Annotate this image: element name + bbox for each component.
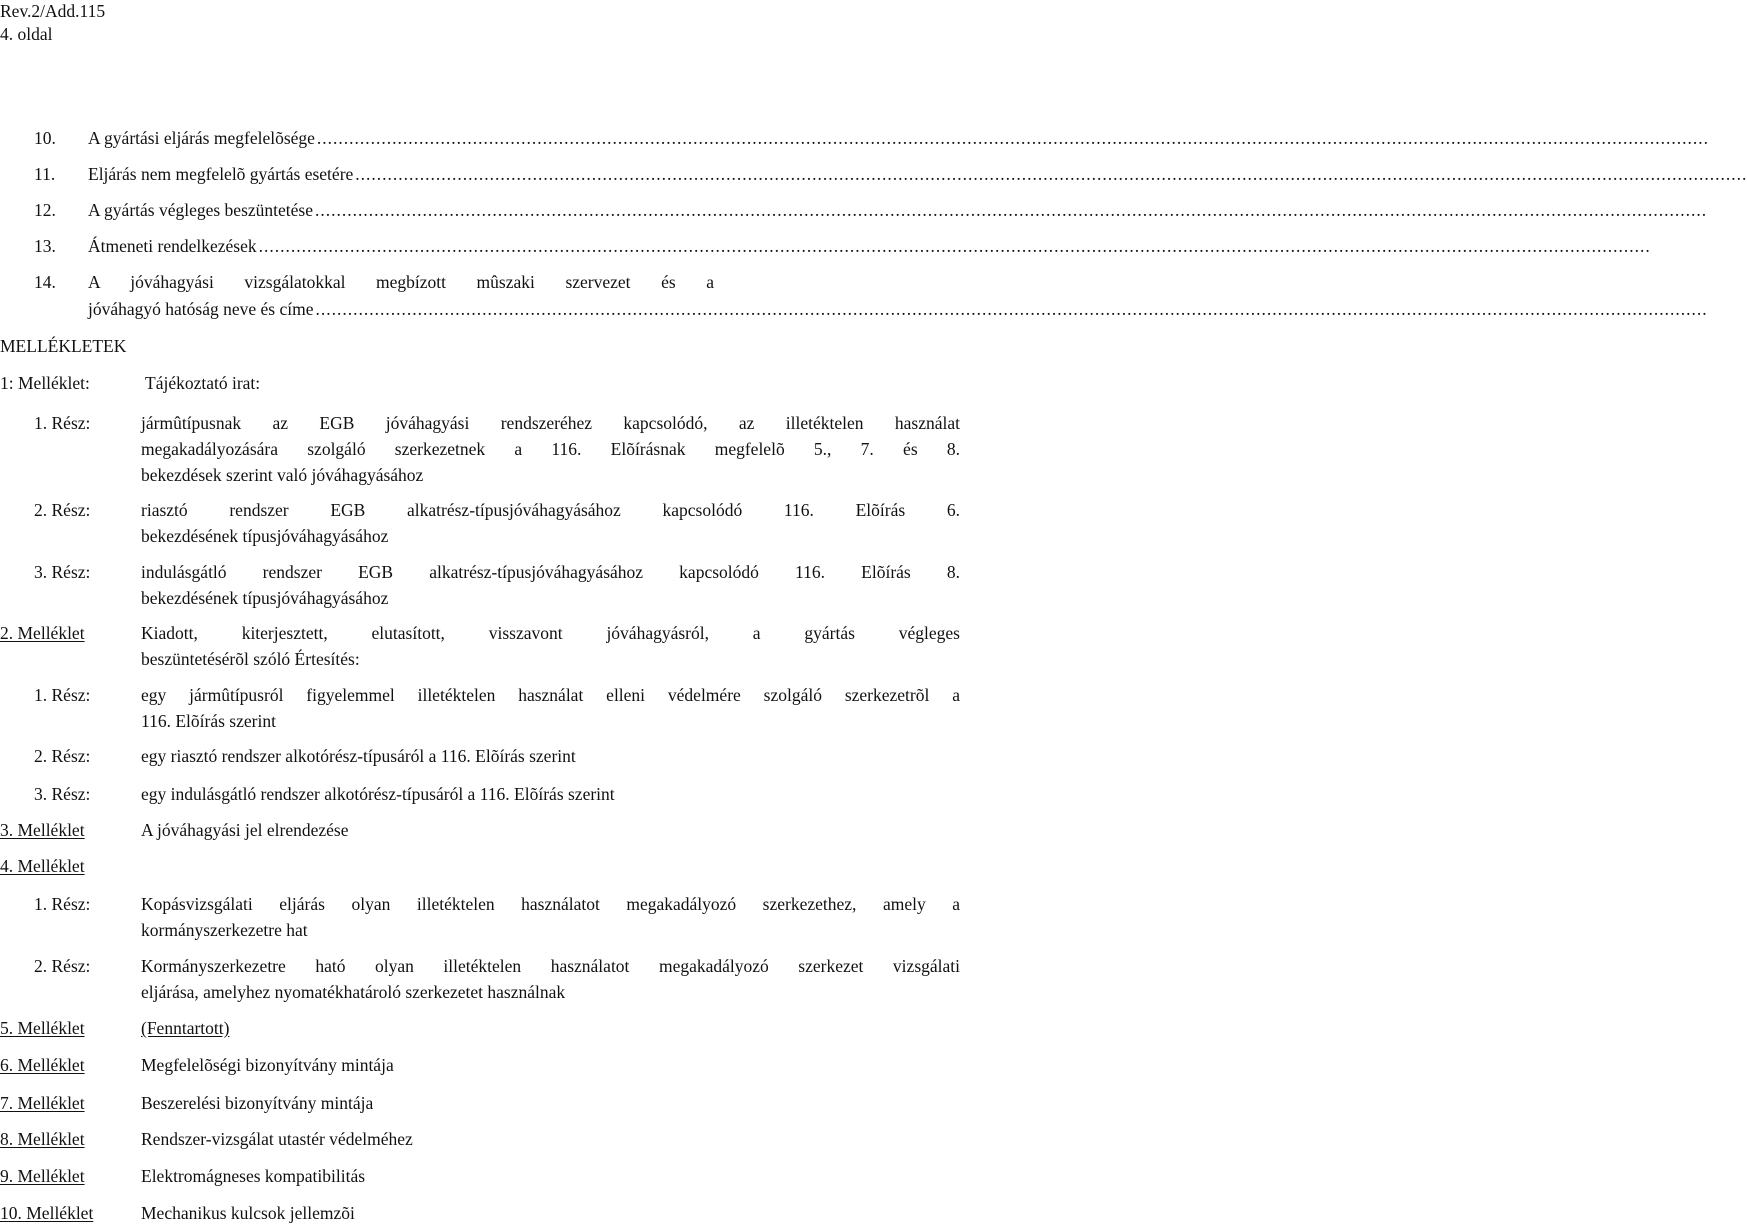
- toc-item-text: Eljárás nem megfelelõ gyártás esetére: [88, 164, 354, 184]
- part-text: Kopásvizsgálati eljárás olyan illetéktelen használatot megakadályozó szerkezethez, amely a: [141, 894, 960, 914]
- toc-item-text: Átmeneti rendelkezések: [88, 236, 257, 256]
- leader-dots: ...................................................................................................................................................................................................................................................................: [315, 200, 1708, 220]
- annex-label: 9. Melléklet: [0, 1166, 85, 1186]
- toc-number: 14.: [34, 272, 56, 292]
- document-reference: Rev.2/Add.115: [0, 1, 106, 21]
- toc-number: 10.: [34, 128, 56, 148]
- part-text: bekezdésének típusjóváhagyásához: [141, 588, 389, 608]
- part-label: 1. Rész:: [34, 413, 91, 433]
- annex-title: Mechanikus kulcsok jellemzõi: [141, 1203, 355, 1223]
- annex-title: Megfelelõségi bizonyítvány mintája: [141, 1055, 394, 1075]
- part-text: bekezdésének típusjóváhagyásához: [141, 526, 389, 546]
- part-label: 1. Rész:: [34, 685, 91, 705]
- part-text: egy riasztó rendszer alkotórész-típusáról a 116. Elõírás szerint: [141, 746, 576, 766]
- annex-title: Kiadott, kiterjesztett, elutasított, visszavont jóváhagyásról, a gyártás végleges: [141, 623, 960, 643]
- part-label: 3. Rész:: [34, 562, 91, 582]
- annex-label: 2. Melléklet: [0, 623, 85, 643]
- annex-title: beszüntetésérõl szóló Értesítés:: [141, 649, 360, 669]
- annex-title: Elektromágneses kompatibilitás: [141, 1166, 366, 1186]
- annex-title: Tájékoztató irat:: [145, 373, 261, 393]
- toc-item: [88, 200, 1708, 221]
- part-text: egy jármûtípusról figyelemmel illetéktelen használat elleni védelmére szolgáló szerkezetrõl a: [141, 685, 960, 705]
- annex-label: 4. Melléklet: [0, 856, 85, 876]
- page-number: 4. oldal: [0, 24, 53, 44]
- annex-label: 8. Melléklet: [0, 1129, 85, 1149]
- toc-item: [88, 299, 1708, 320]
- part-text: jármûtípusnak az EGB jóváhagyási rendszeréhez kapcsolódó, az illetéktelen használat: [141, 413, 960, 433]
- part-text: indulásgátló rendszer EGB alkatrész-típusjóváhagyásához kapcsolódó 116. Elõírás 8.: [141, 562, 960, 582]
- annex-title: A jóváhagyási jel elrendezése: [141, 820, 349, 840]
- part-label: 1. Rész:: [34, 894, 91, 914]
- annex-label: 5. Melléklet: [0, 1018, 85, 1038]
- annex-title: Rendszer-vizsgálat utastér védelméhez: [141, 1129, 413, 1149]
- toc-item-text: jóváhagyó hatóság neve és címe: [88, 299, 314, 319]
- toc-item: [88, 236, 1651, 257]
- annex-title: Beszerelési bizonyítvány mintája: [141, 1093, 374, 1113]
- part-text: egy indulásgátló rendszer alkotórész-típusáról a 116. Elõírás szerint: [141, 784, 615, 804]
- leader-dots: ...................................................................................................................................................................................................................................................................: [316, 128, 1710, 148]
- leader-dots: ...................................................................................................................................................................................................................................................................: [355, 164, 1747, 184]
- toc-number: 12.: [34, 200, 56, 220]
- part-label: 2. Rész:: [34, 500, 91, 520]
- annex-label: 1: Melléklet:: [0, 373, 90, 393]
- toc-item-text: A gyártás végleges beszüntetése: [88, 200, 313, 220]
- toc-number: 11.: [34, 164, 56, 184]
- part-text: 116. Elõírás szerint: [141, 711, 276, 731]
- part-text: megakadályozására szolgáló szerkezetnek a 116. Elõírásnak megfelelõ 5., 7. és 8.: [141, 439, 960, 459]
- part-label: 2. Rész:: [34, 746, 91, 766]
- annex-label: 7. Melléklet: [0, 1093, 85, 1113]
- part-text: eljárása, amelyhez nyomatékhatároló szerkezetet használnak: [141, 982, 566, 1002]
- toc-number: 13.: [34, 236, 56, 256]
- toc-item-text: A gyártási eljárás megfelelõsége: [88, 128, 315, 148]
- toc-item: [88, 164, 1747, 185]
- part-text: kormányszerkezetre hat: [141, 920, 308, 940]
- part-label: 2. Rész:: [34, 956, 91, 976]
- annex-label: 3. Melléklet: [0, 820, 85, 840]
- toc-item-text: A jóváhagyási vizsgálatokkal megbízott mûszaki szervezet és a: [88, 272, 714, 292]
- part-label: 3. Rész:: [34, 784, 91, 804]
- leader-dots: ...................................................................................................................................................................................................................................................................: [315, 299, 1708, 319]
- part-text: bekezdések szerint való jóváhagyásához: [141, 465, 424, 485]
- annex-label: 10. Melléklet: [0, 1203, 94, 1223]
- annexes-heading: MELLÉKLETEK: [0, 336, 127, 356]
- leader-dots: ...................................................................................................................................................................................................................................................................: [258, 236, 1651, 256]
- part-text: riasztó rendszer EGB alkatrész-típusjóváhagyásához kapcsolódó 116. Elõírás 6.: [141, 500, 960, 520]
- toc-item: [88, 128, 1710, 149]
- part-text: Kormányszerkezetre ható olyan illetéktelen használatot megakadályozó szerkezet vizsgálati: [141, 956, 960, 976]
- annex-title: (Fenntartott): [141, 1018, 230, 1038]
- annex-label: 6. Melléklet: [0, 1055, 85, 1075]
